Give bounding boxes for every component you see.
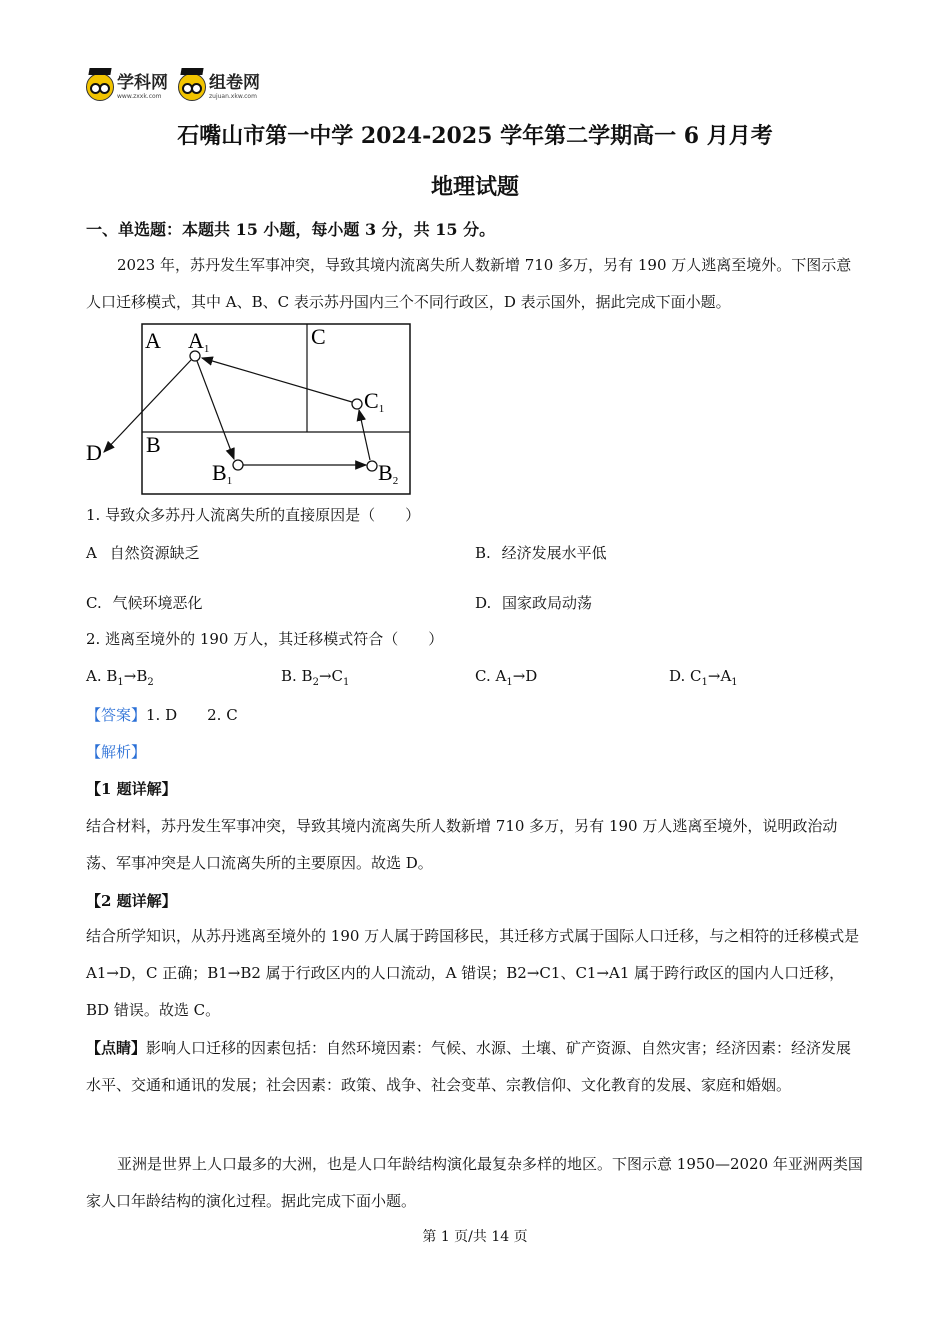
note-text: 影响人口迁移的因素包括：自然环境因素：气候、水源、土壤、矿产资源、自然灾害；经济因素：经济发展水平、交通和通讯的发展；社会因素：政策、战争、社会变革、宗教信仰、文化教育的发展、家庭和婚姻。 [86,1039,852,1094]
q1-option-a[interactable] [86,542,200,563]
subscript: 1 [343,677,350,688]
q1-option-d[interactable] [475,592,592,613]
option-arrow: →C [318,667,344,685]
subscript: 1 [731,677,738,688]
point-b1-label: B1 [212,460,233,487]
arrow-c1-a1 [202,358,352,402]
zxxk-logo [86,73,168,101]
answer-tag: 【答案】 [86,706,147,724]
subscript: 2 [147,677,154,688]
option-label: B. B [281,667,313,685]
page-footer: 第 1 页/共 14 页 [422,1229,528,1245]
option-text: 经济发展水平低 [501,544,607,562]
region-a-label: A [145,328,161,353]
question-1-stem: 1. 导致众多苏丹人流离失所的直接原因是（ ） [86,506,421,524]
mascot-icon [178,73,206,101]
note-paragraph [86,1030,866,1104]
logo-title: 组卷网 [209,72,260,93]
detail-2-text: 结合所学知识，从苏丹逃离至境外的 190 万人属于跨国移民，其迁移方式属于国际人口迁移，与之相符的迁移模式是 A1→D，C 正确；B1→B2 属于行政区内的人口流动，A 错误；B2→C1、C1→A1 属于跨行政区的国内人口迁移，BD 错误。故选 C。 [86,927,860,1019]
header-logos [86,70,260,104]
point-a1-label: A1 [188,328,210,355]
arrow-b2-c1 [359,410,370,460]
q2-option-d[interactable] [669,667,738,688]
material-2-paragraph: 亚洲是世界上人口最多的大洲，也是人口年龄结构演化最复杂多样的地区。下图示意 1950—2020 年亚洲两类国家人口年龄结构的演化过程。据此完成下面小题。 [86,1155,863,1210]
subscript: 1 [506,677,513,688]
detail-1-tag: 【1 题详解】 [86,780,177,798]
arrow-a1-b1 [197,361,234,459]
point-c1 [352,399,362,409]
outside-d-label: D [86,440,102,465]
note-tag: 【点睛】 [86,1039,147,1057]
option-text: 气候环境恶化 [112,594,203,612]
migration-diagram [82,318,422,500]
region-c-label: C [311,324,326,349]
answer-text: 1. D 2. C [146,706,238,724]
section-heading: 一、单选题：本题共 15 小题，每小题 3 分，共 15 分。 [86,220,496,239]
question-2-stem: 2. 逃离至境外的 190 万人，其迁移模式符合（ ） [86,630,444,648]
analysis-tag: 【解析】 [86,743,147,761]
option-label: C. A [475,667,507,685]
subscript: 2 [312,677,319,688]
zujuan-logo [178,73,260,101]
region-b-label: B [146,432,161,457]
point-b2-label: B2 [378,460,399,487]
detail-2-tag: 【2 题详解】 [86,892,177,910]
logo-url: zujuan.xkw.com [209,92,257,100]
option-label: C. [86,594,102,612]
point-b2 [367,461,377,471]
option-text: 国家政局动荡 [502,594,593,612]
option-label: D. [475,594,492,612]
point-b1 [233,460,243,470]
option-label: D. C [669,667,702,685]
page-subtitle: 地理试题 [430,174,519,200]
material-paragraph: 2023 年，苏丹发生军事冲突，导致其境内流离失所人数新增 710 多万，另有 190 万人逃离至境外。下图示意人口迁移模式，其中 A、B、C 表示苏丹国内三个不同行政区，D 表示国外，据此完成下面小题。 [86,256,852,311]
subscript: 1 [117,677,124,688]
subscript: 1 [701,677,708,688]
q1-option-b[interactable] [475,542,607,563]
option-label: A [86,544,97,562]
option-text: 自然资源缺乏 [109,544,200,562]
option-arrow: →D [512,667,538,685]
answer-line [86,704,238,725]
option-label: B. [475,544,491,562]
option-arrow: →B [123,667,148,685]
logo-url: www.zxxk.com [117,92,162,100]
q2-option-c[interactable] [475,667,537,688]
detail-1-text: 结合材料，苏丹发生军事冲突，导致其境内流离失所人数新增 710 多万，另有 190 万人逃离至境外，说明政治动荡、军事冲突是人口流离失所的主要原因。故选 D。 [86,817,838,872]
option-label: A. B [86,667,118,685]
page-title: 石嘴山市第一中学 2024-2025 学年第二学期高一 6 月月考 [177,123,773,149]
q2-option-b[interactable] [281,667,349,688]
option-arrow: →A [707,667,732,685]
q1-option-c[interactable] [86,592,203,613]
q2-option-a[interactable] [86,667,154,688]
point-c1-label: C1 [364,388,385,415]
logo-title: 学科网 [117,72,168,93]
mascot-icon [86,73,114,101]
